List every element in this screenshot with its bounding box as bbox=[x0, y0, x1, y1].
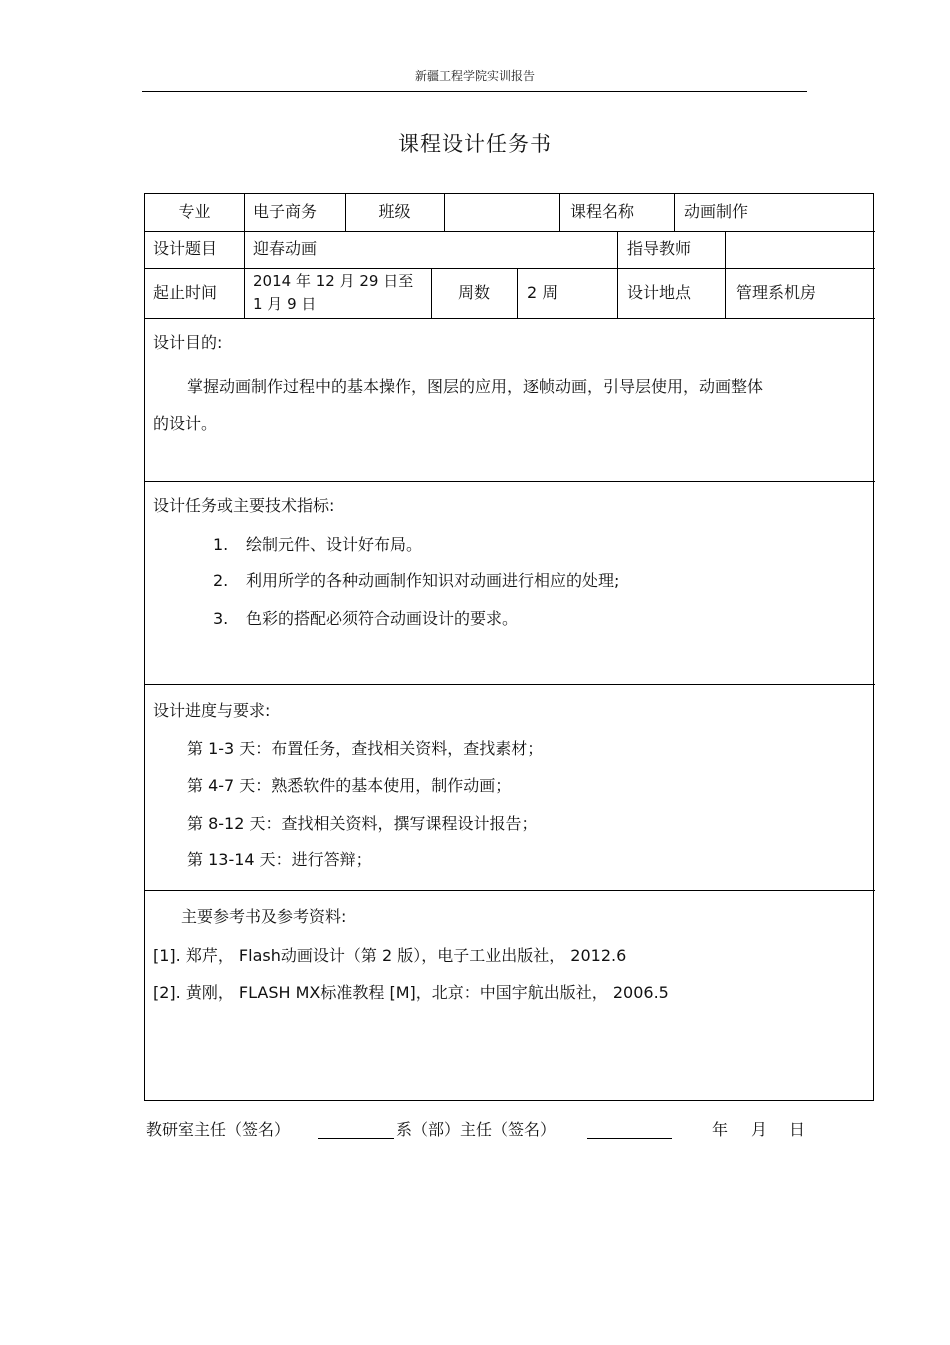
cell-divider bbox=[244, 268, 245, 318]
period-label: 起止时间 bbox=[153, 283, 218, 302]
header-divider bbox=[142, 91, 807, 92]
year-label: 年 bbox=[712, 1120, 729, 1139]
day-label: 日 bbox=[789, 1120, 806, 1139]
department-signature-label: 系（部）主任（签名） bbox=[396, 1120, 557, 1139]
task-item-text: 绘制元件、设计好布局。 bbox=[246, 535, 423, 554]
period-value-line1: 2014 年 12 月 29 日至 bbox=[253, 272, 414, 290]
section-divider bbox=[145, 890, 875, 891]
purpose-text-line2: 的设计。 bbox=[153, 414, 218, 433]
task-item-number: 3. bbox=[213, 609, 229, 628]
reference-item: [1]. 郑芹， Flash动画设计（第 2 版），电子工业出版社， 2012.6 bbox=[153, 946, 627, 965]
month-label: 月 bbox=[751, 1120, 768, 1139]
cell-divider bbox=[617, 231, 618, 268]
cell-divider bbox=[725, 231, 726, 268]
task-item-number: 1. bbox=[213, 535, 229, 554]
tasks-heading: 设计任务或主要技术指标: bbox=[153, 496, 335, 515]
section-divider bbox=[145, 684, 875, 685]
cell-divider bbox=[444, 194, 445, 231]
schedule-item: 第 13-14 天：进行答辩； bbox=[187, 850, 372, 869]
weeks-value: 2 周 bbox=[527, 283, 559, 302]
topic-value: 迎春动画 bbox=[253, 239, 318, 258]
report-header: 新疆工程学院实训报告 bbox=[414, 69, 535, 83]
weeks-label: 周数 bbox=[457, 283, 490, 302]
major-value: 电子商务 bbox=[253, 202, 318, 221]
schedule-item: 第 4-7 天：熟悉软件的基本使用，制作动画； bbox=[187, 776, 512, 795]
major-label: 专业 bbox=[178, 202, 211, 221]
row-divider bbox=[145, 231, 875, 232]
course-name-label: 课程名称 bbox=[570, 202, 635, 221]
cell-divider bbox=[517, 268, 518, 318]
task-form-table bbox=[144, 193, 874, 1101]
references-heading: 主要参考书及参考资料: bbox=[181, 907, 347, 926]
place-value: 管理系机房 bbox=[736, 283, 817, 302]
schedule-item: 第 1-3 天：布置任务，查找相关资料，查找素材； bbox=[187, 739, 544, 758]
cell-divider bbox=[725, 268, 726, 318]
cell-divider bbox=[244, 231, 245, 268]
schedule-item: 第 8-12 天：查找相关资料，撰写课程设计报告； bbox=[187, 814, 538, 833]
row-divider bbox=[145, 268, 875, 269]
schedule-heading: 设计进度与要求: bbox=[153, 701, 271, 720]
row-divider bbox=[145, 318, 875, 319]
section-divider bbox=[145, 481, 875, 482]
reference-item: [2]. 黄刚， FLASH MX标准教程 [M]，北京：中国宇航出版社， 2006.5 bbox=[153, 983, 669, 1002]
director-signature-line bbox=[318, 1138, 394, 1139]
cell-divider bbox=[559, 194, 560, 231]
document-title: 课程设计任务书 bbox=[398, 132, 552, 156]
task-item-text: 色彩的搭配必须符合动画设计的要求。 bbox=[246, 609, 519, 628]
task-item-number: 2. bbox=[213, 571, 229, 590]
place-label: 设计地点 bbox=[627, 283, 692, 302]
cell-divider bbox=[674, 194, 675, 231]
task-item-text: 利用所学的各种动画制作知识对动画进行相应的处理; bbox=[246, 571, 620, 590]
course-name-value: 动画制作 bbox=[684, 202, 749, 221]
advisor-label: 指导教师 bbox=[627, 239, 692, 258]
class-label: 班级 bbox=[378, 202, 411, 221]
purpose-heading: 设计目的: bbox=[153, 333, 223, 352]
topic-label: 设计题目 bbox=[153, 239, 218, 258]
department-signature-line bbox=[587, 1138, 672, 1139]
cell-divider bbox=[244, 194, 245, 231]
purpose-text-line1: 掌握动画制作过程中的基本操作，图层的应用，逐帧动画，引导层使用，动画整体 bbox=[187, 377, 764, 396]
cell-divider bbox=[617, 268, 618, 318]
director-signature-label: 教研室主任（签名） bbox=[146, 1120, 291, 1139]
period-value-line2: 1 月 9 日 bbox=[253, 295, 317, 313]
